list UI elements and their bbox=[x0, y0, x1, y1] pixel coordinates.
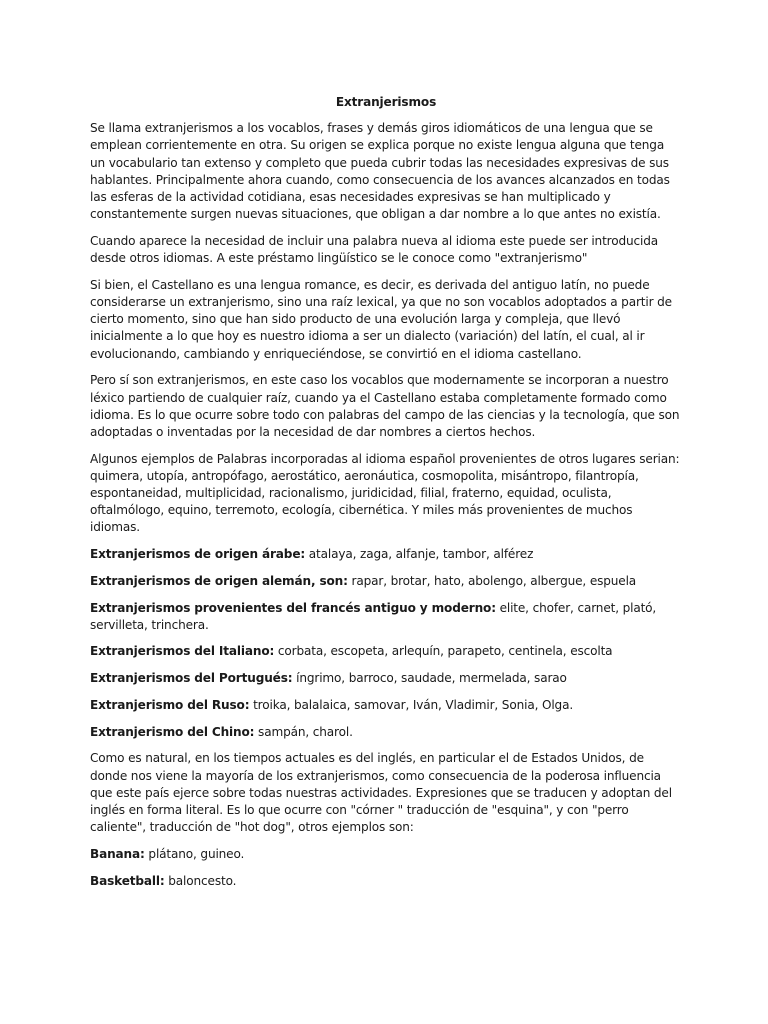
paragraph-examples: Algunos ejemplos de Palabras incorporadas al idioma español provenientes de otros lugares serian: quimera, utopía, antropófago, aerostático, aeronáutica, cosmopolita, misántropo, filantropía, espontaneidad, multiplicidad, racionalismo, juridicidad, filial, fraterno, equidad, oculista, oftalmólogo, equino, terremoto, ecología, cibernética. Y miles más provenientes de muchos idiomas. bbox=[90, 451, 680, 535]
origin-words: corbata, escopeta, arlequín, parapeto, centinela, escolta bbox=[274, 644, 613, 659]
example-banana bbox=[90, 846, 682, 863]
origin-label: Extranjerismos de origen alemán, son: bbox=[90, 573, 348, 588]
origin-label: Extranjerismos del Italiano: bbox=[90, 644, 275, 659]
paragraph-castellano: Si bien, el Castellano es una lengua romance, es decir, es derivada del antiguo latín, no puede considerarse un extranjerismo, sino una raíz lexical, ya que no son vocablos adoptados a partir de cierto momento, sino que han sido producto de una evolución larga y compleja, que llevó inicialmente a lo que hoy es nuestro idioma a ser un dialecto (variación) del latín, el cual, al ir evolucionando, cambiando y enriqueciéndose, se convirtió en el idioma castellano. bbox=[90, 277, 672, 361]
origin-label: Extranjerismo del Chino: bbox=[90, 724, 255, 739]
document-title: Extranjerismos bbox=[335, 95, 437, 109]
document-body bbox=[90, 94, 682, 899]
paragraph-modern: Pero sí son extranjerismos, en este caso los vocablos que modernamente se incorporan a nuestro léxico partiendo de cualquier raíz, cuando ya el Castellano estaba completamente formado como idioma. Es lo que ocurre sobre todo con palabras del campo de las ciencias y la tecnología, que son adoptadas o inventadas por la necesidad de dar nombres a ciertos hechos. bbox=[90, 373, 680, 439]
paragraph-definition: Se llama extranjerismos a los vocablos, frases y demás giros idiomáticos de una lengua que se emplean corrientemente en otra. Su origen se explica porque no existe lengua alguna que tenga un vocabulario tan extenso y completo que pueda cubrir todas las necesidades expresivas de sus hablantes. Principalmente ahora cuando, como consecuencia de los avances alcanzados en todas las esferas de la actividad cotidiana, esas necesidades expresivas se han multiplicado y constantemente surgen nuevas situaciones, que obligan a dar nombre a lo que antes no existía. bbox=[90, 121, 670, 222]
origin-label: Extranjerismos provenientes del francés antiguo y moderno: bbox=[90, 600, 496, 615]
example-translation: plátano, guineo. bbox=[144, 846, 245, 861]
example-label: Basketball: bbox=[90, 873, 165, 888]
origin-chinese bbox=[90, 724, 682, 741]
example-label: Banana: bbox=[90, 846, 145, 861]
origin-arabic bbox=[90, 546, 682, 563]
origin-label: Extranjerismo del Ruso: bbox=[90, 697, 250, 712]
origin-label: Extranjerismos de origen árabe: bbox=[90, 547, 306, 562]
paragraph-english: Como es natural, en los tiempos actuales es del inglés, en particular el de Estados Unidos, de donde nos viene la mayoría de los extranjerismos, como consecuencia de la poderosa influencia que este país ejerce sobre todas nuestras actividades. Expresiones que se traducen y adoptan del inglés en forma literal. Es lo que ocurre con "córner " traducción de "esquina", y con "perro caliente", traducción de "hot dog", otros ejemplos son: bbox=[90, 751, 672, 835]
origin-italian bbox=[90, 643, 682, 660]
example-basketball bbox=[90, 873, 682, 890]
origin-french bbox=[90, 600, 682, 634]
origin-russian bbox=[90, 697, 682, 714]
origin-words: elite, chofer, carnet, plató, servilleta, trinchera. bbox=[90, 600, 657, 632]
origin-label: Extranjerismos del Portugués: bbox=[90, 671, 293, 686]
paragraph-need: Cuando aparece la necesidad de incluir una palabra nueva al idioma este puede ser introducida desde otros idiomas. A este préstamo lingüístico se le conoce como "extranjerismo" bbox=[90, 233, 659, 266]
origin-portuguese bbox=[90, 670, 682, 687]
origin-words: atalaya, zaga, alfanje, tambor, alférez bbox=[305, 547, 534, 562]
origin-german bbox=[90, 573, 682, 590]
example-translation: baloncesto. bbox=[164, 873, 237, 888]
origin-words: íngrimo, barroco, saudade, mermelada, sarao bbox=[292, 671, 567, 686]
origin-words: sampán, charol. bbox=[254, 724, 353, 739]
origin-words: troika, balalaica, samovar, Iván, Vladimir, Sonia, Olga. bbox=[249, 697, 574, 712]
origin-words: rapar, brotar, hato, abolengo, albergue, espuela bbox=[347, 573, 637, 588]
